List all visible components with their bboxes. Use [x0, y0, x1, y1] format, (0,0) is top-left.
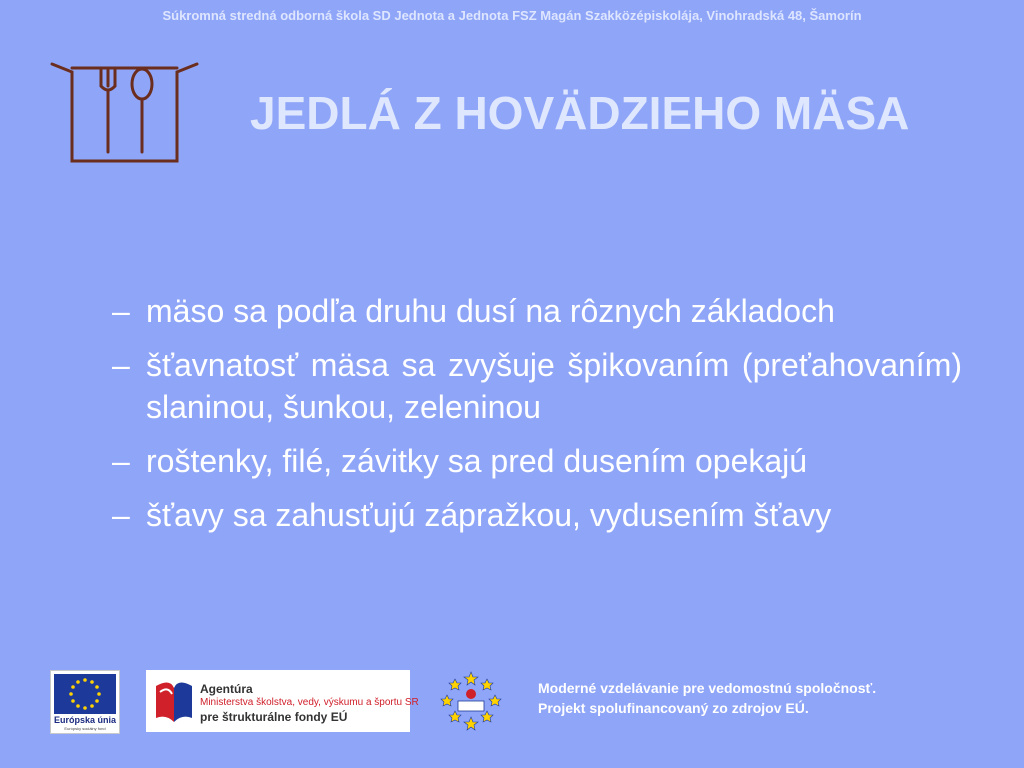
agency-logo	[146, 670, 419, 732]
footer-text	[538, 678, 1008, 718]
eu-logo	[50, 670, 120, 734]
slide-title: JEDLÁ Z HOVÄDZIEHO MÄSA	[250, 87, 910, 139]
eu-flag-icon	[54, 674, 116, 714]
agency-line1: Agentúra	[200, 682, 253, 696]
pot-with-fork-and-spoon-icon	[50, 58, 200, 168]
eu-sublabel: Európsky sociálny fond	[64, 726, 106, 731]
footer-text-line1: Moderné vzdelávanie pre vedomostnú spoločnosť.	[538, 680, 877, 696]
list-item	[112, 344, 962, 428]
bullet-marker: –	[112, 347, 130, 383]
bullet-text: roštenky, filé, závitky sa pred dusením opekajú	[146, 443, 808, 479]
bullet-marker: –	[112, 497, 130, 533]
bullet-text: mäso sa podľa druhu dusí na rôznych základoch	[146, 293, 835, 329]
op-education-stars-icon	[440, 670, 502, 732]
bullet-text: šťavy sa zahusťujú zápražkou, vydusením šťavy	[146, 497, 832, 533]
eu-label: Európska únia	[53, 715, 116, 725]
footer	[0, 660, 1024, 768]
list-item	[112, 440, 962, 482]
bullet-list	[112, 290, 962, 548]
bullet-marker: –	[112, 293, 130, 329]
footer-text-line2: Projekt spolufinancovaný zo zdrojov EÚ.	[538, 700, 809, 716]
list-item	[112, 494, 962, 536]
agency-line3: pre štrukturálne fondy EÚ	[200, 710, 348, 724]
bullet-text: šťavnatosť mäsa sa zvyšuje špikovaním (preťahovaním) slaninou, šunkou, zeleninou	[146, 347, 962, 425]
bullet-marker: –	[112, 443, 130, 479]
list-item	[112, 290, 962, 332]
agency-line2: Ministerstva školstva, vedy, výskumu a športu SR	[200, 697, 419, 708]
school-header: Súkromná stredná odborná škola SD Jednota a Jednota FSZ Magán Szakközépiskolája, Vinohradská 48, Šamorín	[162, 8, 862, 23]
agency-book-icon	[152, 676, 196, 726]
